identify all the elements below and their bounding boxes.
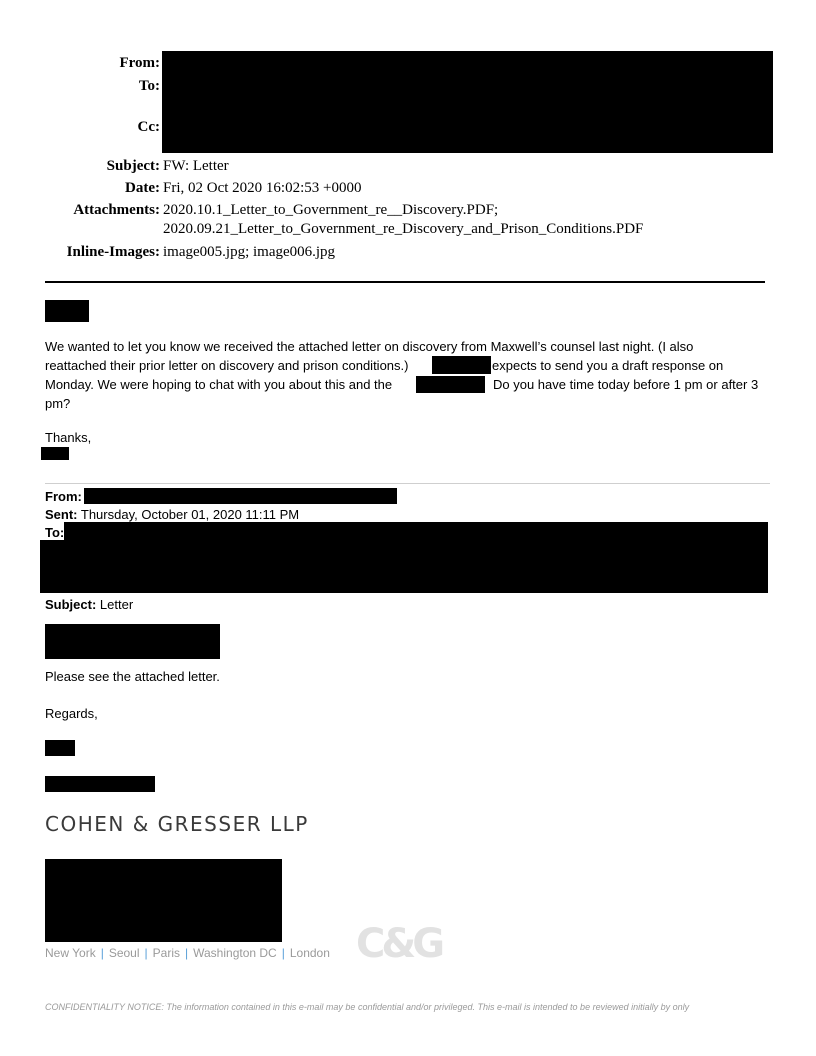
fwd-from-label: From: [45, 489, 82, 504]
to-label: To: [138, 78, 160, 94]
redaction-fwd-to-2 [40, 540, 80, 593]
confidentiality-notice: CONFIDENTIALITY NOTICE: The information contained in this e-mail may be confidential and/or privileged. This e-mail is intended to be reviewed initially by only [45, 1002, 690, 1012]
office-cities [45, 946, 330, 960]
redaction-greeting [45, 300, 89, 322]
city-separator: | [281, 946, 285, 960]
city-washington-dc: Washington DC [193, 946, 277, 960]
city-separator: | [100, 946, 104, 960]
forward-divider [45, 483, 770, 484]
redaction-fwd-title [45, 776, 155, 792]
city-new-york: New York [45, 946, 96, 960]
body-line-3-end: Do you have time today before 1 pm or after 3 [493, 377, 759, 392]
fwd-subject-line [45, 595, 133, 614]
cc-label: Cc: [137, 119, 160, 135]
redaction-fwd-greeting [45, 624, 220, 659]
redaction-name-1 [432, 356, 491, 374]
date-value: Fri, 02 Oct 2020 16:02:53 +0000 [163, 180, 362, 196]
signoff: Thanks, [45, 430, 92, 445]
redaction-fwd-from [84, 488, 397, 504]
fwd-subject-label: Subject: [45, 597, 97, 612]
inline-images-value: image005.jpg; image006.jpg [163, 244, 336, 260]
redaction-contact-info [45, 859, 282, 942]
fwd-sent-label: Sent: [45, 507, 78, 522]
subject-label: Subject: [106, 158, 160, 174]
city-paris: Paris [152, 946, 180, 960]
city-london: London [289, 946, 330, 960]
redaction-topic [416, 376, 485, 393]
city-seoul: Seoul [108, 946, 140, 960]
fwd-regards: Regards, [45, 706, 98, 721]
attachment-2[interactable]: 2020.09.21_Letter_to_Government_re_Discovery_and_Prison_Conditions.PDF [163, 221, 644, 237]
firm-logo-text: COHEN & GRESSER LLP [45, 812, 309, 836]
redaction-recipients [162, 51, 773, 153]
body-line-1: We wanted to let you know we received the attached letter on discovery from Maxwell’s counsel last night. (I also [45, 339, 694, 354]
body-line-2-end: expects to send you a draft response on [492, 358, 724, 373]
fwd-sent-value: Thursday, October 01, 2020 11:11 PM [80, 507, 300, 522]
header-divider [45, 281, 765, 283]
subject-value: FW: Letter [163, 158, 229, 174]
from-label: From: [119, 55, 160, 71]
cg-logo-mark: C&G [356, 921, 442, 967]
redaction-fwd-to-1 [64, 522, 768, 593]
city-separator: | [185, 946, 189, 960]
body-line-4: pm? [45, 396, 71, 411]
inline-images-label: Inline-Images: [66, 244, 160, 260]
body-line-2-start: reattached their prior letter on discovery and prison conditions.) [45, 358, 409, 373]
fwd-to-label: To: [45, 525, 65, 540]
redaction-signer [41, 447, 69, 460]
attachment-1[interactable]: 2020.10.1_Letter_to_Government_re__Discovery.PDF; [163, 202, 499, 218]
body-line-3-start: Monday. We were hoping to chat with you about this and the [45, 377, 393, 392]
city-separator: | [144, 946, 148, 960]
fwd-body: Please see the attached letter. [45, 669, 220, 684]
redaction-fwd-signer [45, 740, 75, 756]
attachments-label: Attachments: [73, 202, 160, 218]
date-label: Date: [125, 180, 160, 196]
fwd-subject-value: Letter [99, 597, 134, 612]
